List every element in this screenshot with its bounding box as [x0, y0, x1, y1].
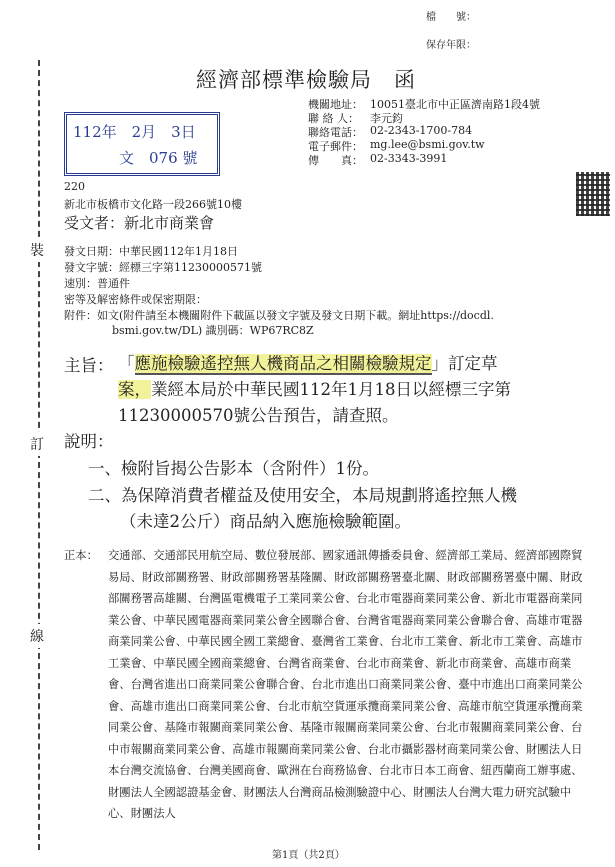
subject-close-quote: 」: [431, 354, 448, 373]
subject-highlighted-title: 應施檢驗遙控無人機商品之相關檢驗規定: [134, 354, 432, 373]
contact-person-label: 聯 絡 人：: [308, 112, 359, 125]
address-label: 機關地址：: [308, 98, 363, 111]
fax-label: 傳 真：: [308, 154, 363, 167]
email-label: 電子郵件：: [308, 140, 363, 153]
attachment-line-1: 附件：如文(附件請至本機關附件下載區以發文字號及發文日期下載。網址https://docdl.: [64, 309, 494, 322]
contact-email: mg.lee@bsmi.gov.tw: [370, 138, 485, 151]
binding-mark-zhuang: 裝: [30, 238, 44, 262]
binding-mark-ding: 訂: [30, 432, 44, 456]
delivery-speed: 速別：普通件: [64, 277, 130, 290]
secrecy-level: 密等及解密條件或保密期限：: [64, 293, 207, 306]
copies-to-label: 正本：: [64, 549, 98, 562]
explanation-item-1: 一、檢附旨揭公告影本（含附件）1份。: [88, 459, 379, 478]
subject-line-2-highlight: 案，: [118, 380, 151, 399]
explanation-item-2-line-2: （未達2公斤）商品納入應施檢驗範圍。: [120, 512, 411, 531]
phone-label: 聯絡電話：: [308, 126, 363, 139]
page-number: 第1頁（共2頁）: [272, 850, 345, 861]
stamp-date: 112年 2月 3日: [73, 123, 196, 141]
document-number: 發文字號：經標三字第11230000571號: [64, 261, 262, 274]
stamp-number: 文 076 號: [119, 149, 198, 167]
subject-line-3: 11230000570號公告預告，請查照。: [118, 406, 399, 425]
retention-period-label: 保存年限：: [426, 40, 476, 51]
explanation-label: 說明：: [64, 432, 114, 451]
subject-line-2: [118, 376, 511, 400]
subject-line-1-rest: 訂定草: [448, 354, 498, 373]
recipient-address: 新北市板橋市文化路一段266號10樓: [64, 198, 242, 211]
binding-mark-xian: 線: [30, 624, 44, 648]
postal-code: 220: [64, 180, 85, 193]
recipient: 受文者：新北市商業會: [64, 214, 215, 232]
attachment-line-2: bsmi.gov.tw/DL) 識別碼：WP67RC8Z: [112, 324, 314, 337]
official-seal-mark: [576, 172, 610, 216]
file-number-label: 檔 號：: [426, 12, 476, 23]
contact-person: 李元鈞: [370, 112, 403, 125]
copies-to-list: 交通部、交通部民用航空局、數位發展部、國家通訊傳播委員會、經濟部工業局、經濟部國際貿易局、財政部關務署、財政部關務署基隆關、財政部關務署臺北關、財政部關務署臺中關、財政部關務署高雄關、台灣區電機電子工業同業公會、台北市電器商業同業公會、新北市電器商業同業公會、中華民國電器商業同業公會全國聯合會、台灣省電器商業同業公會聯合會、高雄市電器商業同業公會、中華民國全國工業總會、臺灣省工業會、台北市工業會、新北市工業會、高雄市工業會、中華民國全國商業總會、台灣省商業會、台北市商業會、新北市商業會、高雄市商業會、台灣省進出口商業同業公會聯合會、台北市進出口商業同業公會、臺中市進出口商業同業公會、高雄市進出口商業同業公會、台北市航空貨運承攬商業同業公會、高雄市航空貨運承攬商業同業公會、基隆市報關商業同業公會、基隆市報關商業同業公會、台北市報關商業同業公會、台中市報關商業同業公會、高雄市報關商業同業公會、台北市攝影器材商業同業公會、財團法人日本台灣交流協會、台灣美國商會、歐洲在台商務協會、台北市日本工商會、紐西蘭商工辦事處、財團法人全國認證基金會、財團法人台灣商品檢測驗證中心、財團法人台灣大電力研究試驗中心、財團法人: [108, 549, 583, 820]
issue-date: 發文日期：中華民國112年1月18日: [64, 245, 238, 258]
subject-line-2-rest: 業經本局於中華民國112年1月18日以經標三字第: [151, 380, 511, 399]
subject-line-1: [118, 350, 498, 374]
subject-label: 主旨：: [64, 356, 114, 375]
explanation-item-2-line-1: 二、為保障消費者權益及使用安全，本局規劃將遙控無人機: [88, 486, 517, 505]
contact-phone: 02-2343-1700-784: [370, 124, 473, 137]
received-stamp: [64, 112, 220, 176]
document-title: 經濟部標準檢驗局 函: [196, 68, 416, 92]
contact-fax: 02-3343-3991: [370, 152, 448, 165]
agency-address: 10051臺北市中正區濟南路1段4號: [370, 98, 540, 111]
subject-open-quote: 「: [118, 354, 135, 373]
